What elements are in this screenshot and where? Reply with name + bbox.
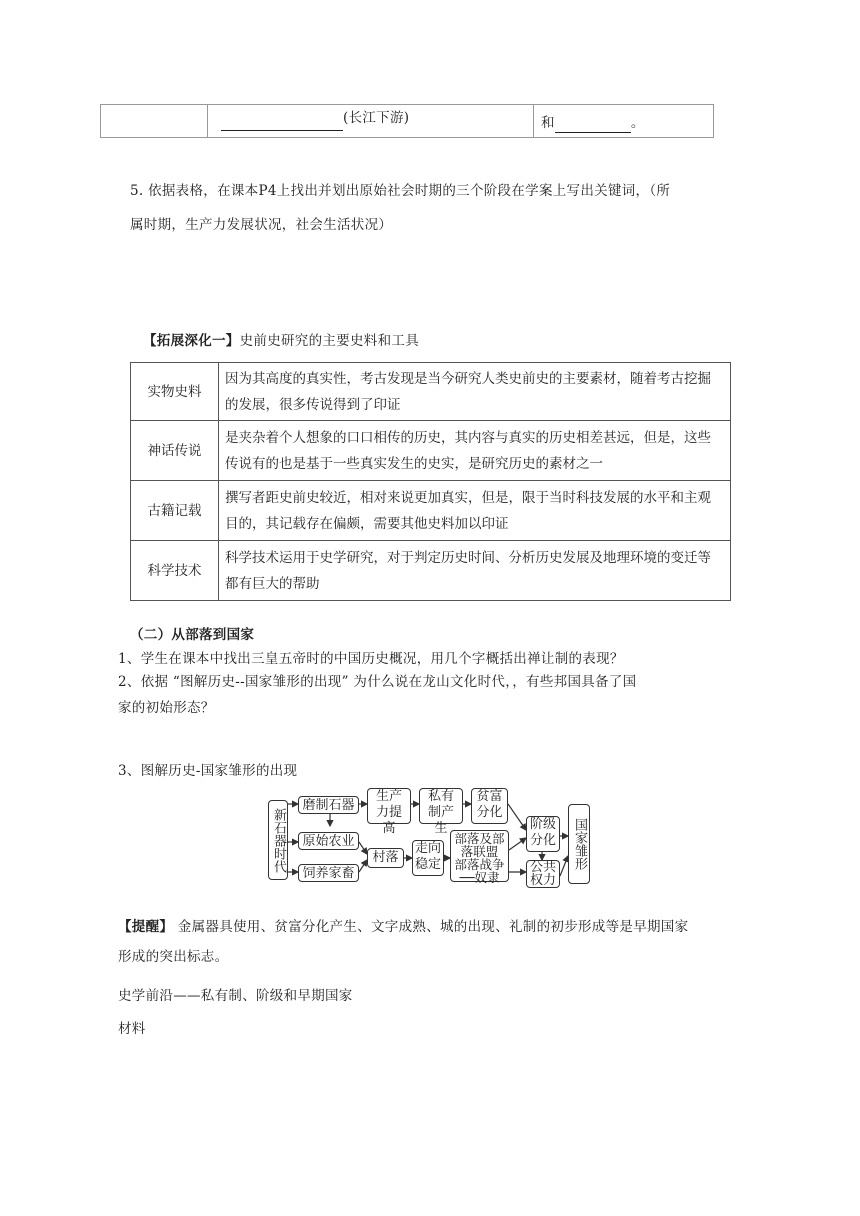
- source-name: 科学技术: [131, 541, 219, 601]
- question-2-line1: 2、依据 “图解历史--国家雏形的出现” 为什么说在龙山文化时代，，有些邦国具备了国: [118, 674, 637, 690]
- table-row: [131, 421, 731, 481]
- fill-blank[interactable]: [221, 116, 343, 131]
- and-label: 和: [541, 115, 555, 131]
- reminder-line1: 金属器具使用、贫富分化产生、文字成熟、城的出现、礼制的初步形成等是早期国家: [173, 919, 689, 935]
- expand-title: 史前史研究的主要史料和工具: [239, 333, 420, 349]
- frontier-heading: 史学前沿——私有制、阶级和早期国家: [118, 988, 353, 1004]
- box-power: 公共权力: [526, 860, 560, 888]
- source-name: 神话传说: [131, 421, 219, 481]
- table-cell-and: [533, 105, 713, 145]
- box-neolithic: 新石器时代: [268, 800, 288, 880]
- table-row: [131, 363, 731, 421]
- source-desc: 是夹杂着个人想象的口口相传的历史，其内容与真实的历史相差甚远，但是，这些传说有的也是基于一些真实发生的史实，是研究历史的素材之一: [219, 421, 731, 481]
- box-stable: 走向稳定: [412, 840, 444, 876]
- question-1: 1、学生在课本中找出三皇五帝时的中国历史概况，用几个字概括出禅让制的表现？: [118, 651, 624, 667]
- source-table: [130, 362, 731, 601]
- expand-bracket: 【拓展深化一】: [143, 333, 240, 349]
- yangtze-label: (长江下游): [343, 110, 410, 126]
- box-tribes: [450, 830, 509, 885]
- question-2-line2: 家的初始形态？: [118, 700, 215, 716]
- section-2-heading: （二）从部落到国家: [130, 627, 255, 643]
- box-wealth: 贫富分化: [471, 788, 508, 824]
- section-2-questions: [118, 646, 758, 721]
- tribe-line4: ──奴隶: [459, 870, 500, 885]
- table-cell-yangtze: [207, 105, 534, 137]
- tribe-line3: 部落战争: [454, 857, 505, 872]
- fill-blank[interactable]: [555, 118, 631, 133]
- state-formation-diagram: [264, 784, 594, 888]
- source-desc: 因为其高度的真实性，考古发现是当今研究人类史前史的主要素材，随着考古挖掘的发展，很多传说得到了印证: [219, 363, 731, 421]
- source-desc: 撰写者距史前史较近，相对来说更加真实，但是，限于当时科技发展的水平和主观目的，其记载存在偏颇，需要其他史料加以印证: [219, 481, 731, 541]
- reminder-label: 【提醒】: [118, 919, 174, 935]
- box-livestock: 饲养家畜: [298, 864, 359, 882]
- table-row: [131, 481, 731, 541]
- box-class: 阶级分化: [526, 816, 560, 852]
- box-agriculture: 原始农业: [298, 832, 359, 850]
- question-3: 3、图解历史-国家雏形的出现: [118, 763, 298, 779]
- source-name: 古籍记载: [131, 481, 219, 541]
- tribe-line1: 部落及部: [454, 831, 505, 846]
- source-name: 实物史料: [131, 363, 219, 421]
- reminder-line2: 形成的突出标志。: [118, 949, 229, 965]
- question-5-line1: 5. 依据表格，在课本P4上找出并划出原始社会时期的三个阶段在学案上写出关键词，（所: [130, 183, 671, 199]
- table-row: [131, 541, 731, 601]
- expand-heading: [143, 328, 419, 354]
- period-label: 。: [630, 115, 645, 131]
- question-5-line2: 属时期，生产力发展状况，社会生活状况）: [130, 217, 393, 233]
- material-label: 材料: [118, 1021, 146, 1037]
- box-productivity: 生产力提高: [367, 788, 411, 824]
- box-private: 私有制产生: [419, 788, 463, 824]
- box-polished-stone: 磨制石器: [298, 796, 359, 814]
- box-state: 国家雏形: [568, 804, 590, 884]
- reminder: [118, 914, 758, 970]
- question-5: [130, 178, 750, 238]
- box-village: 村落: [367, 848, 404, 868]
- tribe-line2: 落联盟: [460, 844, 499, 859]
- table-cell-empty: [101, 105, 208, 137]
- top-table-fragment: [100, 104, 714, 138]
- source-desc: 科学技术运用于史学研究，对于判定历史时间、分析历史发展及地理环境的变迁等都有巨大的帮助: [219, 541, 731, 601]
